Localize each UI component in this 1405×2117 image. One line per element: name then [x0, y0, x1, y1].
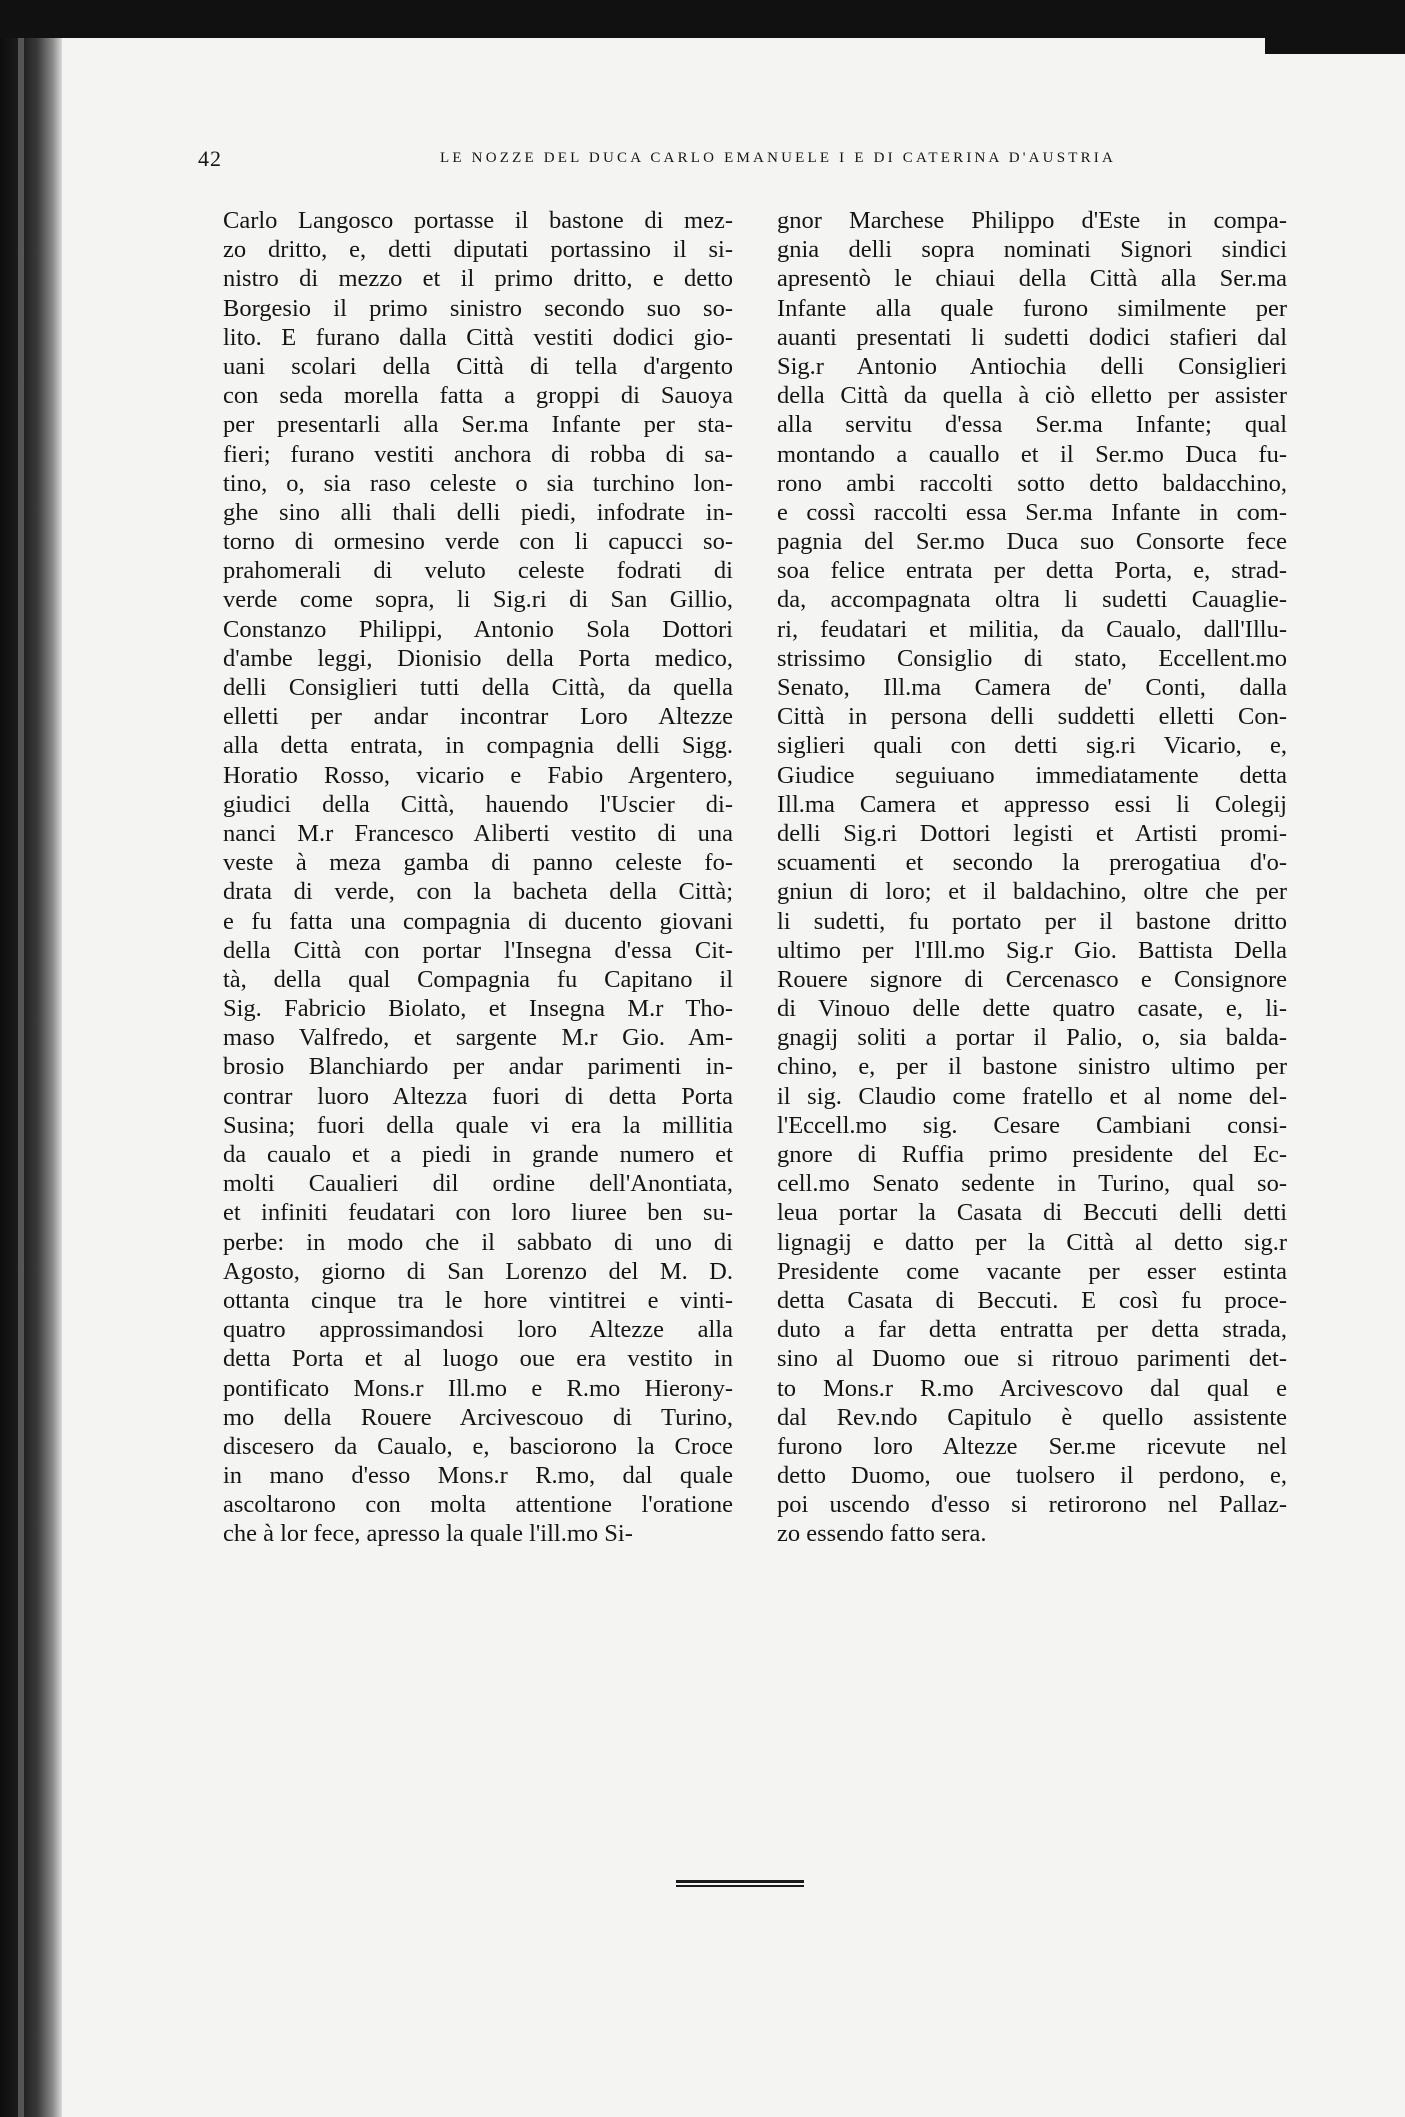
text-line: da caualo et a piedi in grande numero et — [223, 1141, 733, 1168]
text-line: e fu fatta una compagnia di ducento giovani — [223, 907, 733, 935]
text-line: Constanzo Philippi, Antonio Sola Dottori — [223, 615, 733, 643]
text-line: Infante alla quale furono similmente per — [777, 294, 1287, 322]
text-line: Borgesio il primo sinistro secondo suo so- — [223, 294, 733, 322]
text-line: uani scolari della Città di tella d'argento — [223, 352, 733, 380]
text-line: alla detta entrata, in compagnia delli Sigg. — [223, 732, 733, 760]
running-title: LE NOZZE DEL DUCA CARLO EMANUELE I E DI CATERINA D'AUSTRIA — [440, 150, 1117, 166]
text-line: Carlo Langosco portasse il bastone di mez- — [223, 207, 733, 234]
text-line: zo dritto, e, detti diputati portassino il si- — [223, 236, 733, 264]
text-line: gnor Marchese Philippo d'Este in compa- — [777, 207, 1287, 234]
text-line: Sig.r Antonio Antiochia delli Consiglieri — [777, 352, 1287, 380]
text-line: Città in persona delli suddetti elletti Con- — [777, 703, 1287, 731]
text-line: contrar luoro Altezza fuori di detta Porta — [223, 1082, 733, 1110]
page-number: 42 — [198, 146, 222, 171]
text-line: verde come sopra, li Sig.ri di San Gillio, — [223, 586, 733, 614]
text-line: nistro di mezzo et il primo dritto, e detto — [223, 265, 733, 293]
text-line: dal Rev.ndo Capitulo è quello assistente — [777, 1403, 1287, 1431]
text-line: veste à meza gamba di panno celeste fo- — [223, 849, 733, 877]
text-line: to Mons.r R.mo Arcivescovo dal qual e — [777, 1374, 1287, 1402]
text-line: duto a far detta entratta per detta strada, — [777, 1316, 1287, 1344]
text-line: ri, feudatari et militia, da Caualo, dall'Illu- — [777, 615, 1287, 643]
text-line: perbe: in modo che il sabbato di uno di — [223, 1228, 733, 1256]
scan-left-edge-streak — [18, 38, 24, 2117]
text-line: fieri; furano vestiti anchora di robba di sa- — [223, 440, 733, 468]
text-line: prahomerali di veluto celeste fodrati di — [223, 557, 733, 585]
text-line: delli Consiglieri tutti della Città, da quella — [223, 674, 733, 701]
text-line: poi uscendo d'esso si retirorono nel Pallaz- — [777, 1491, 1287, 1519]
text-line: quatro approssimandosi loro Altezze alla — [223, 1316, 733, 1344]
scan-top-border-notch — [1265, 0, 1405, 54]
text-line: e cossì raccolti essa Ser.ma Infante in com- — [777, 498, 1287, 526]
text-line: mo della Rouere Arcivescouo di Turino, — [223, 1403, 733, 1431]
text-line: tà, della qual Compagnia fu Capitano il — [223, 965, 733, 993]
text-line: montando a cauallo et il Ser.mo Duca fu- — [777, 440, 1287, 468]
text-line: detta Casata di Beccuti. E così fu proce- — [777, 1286, 1287, 1314]
running-head — [0, 146, 1405, 176]
text-line: drata di verde, con la bacheta della Città; — [223, 878, 733, 906]
text-line: lignagij e datto per la Città al detto sig.r — [777, 1228, 1287, 1256]
text-line: siglieri quali con detti sig.ri Vicario, e, — [777, 732, 1287, 760]
text-line: ascoltarono con molta attentione l'oratione — [223, 1491, 733, 1519]
text-line: ultimo per l'Ill.mo Sig.r Gio. Battista Della — [777, 936, 1287, 964]
text-line: maso Valfredo, et sargente M.r Gio. Am- — [223, 1024, 733, 1052]
text-line: detto Duomo, oue tuolsero il perdono, e, — [777, 1462, 1287, 1490]
text-line: per presentarli alla Ser.ma Infante per sta- — [223, 411, 733, 439]
text-line: l'Eccell.mo sig. Cesare Cambiani consi- — [777, 1111, 1287, 1139]
text-line: Agosto, giorno di San Lorenzo del M. D. — [223, 1257, 733, 1285]
right-text-column — [777, 206, 1287, 1549]
text-line: brosio Blanchiardo per andar parimenti in- — [223, 1053, 733, 1081]
text-line: Susina; fuori della quale vi era la millitia — [223, 1111, 733, 1139]
text-line: gnia delli sopra nominati Signori sindici — [777, 236, 1287, 264]
ornament-rule-thick — [676, 1880, 804, 1883]
text-line: ghe sino alli thali delli piedi, infodrate in- — [223, 498, 733, 526]
text-line: gnagij soliti a portar il Palio, o, sia balda- — [777, 1024, 1287, 1052]
text-line: della Città con portar l'Insegna d'essa Cit- — [223, 936, 733, 964]
text-line: detta Porta et al luogo oue era vestito in — [223, 1345, 733, 1373]
text-line: leua portar la Casata di Beccuti delli detti — [777, 1199, 1287, 1227]
text-line: apresentò le chiaui della Città alla Ser.ma — [777, 265, 1287, 293]
text-line: giudici della Città, hauendo l'Uscier di- — [223, 790, 733, 818]
text-line: il sig. Claudio come fratello et al nome del- — [777, 1082, 1287, 1110]
text-line: et infiniti feudatari con loro liuree ben su- — [223, 1199, 733, 1227]
text-line: pontificato Mons.r Ill.mo e R.mo Hierony- — [223, 1374, 733, 1402]
text-line: tino, o, sia raso celeste o sia turchino lon- — [223, 469, 733, 497]
text-line: alla servitu d'essa Ser.ma Infante; qual — [777, 411, 1287, 439]
text-line: chino, e, per il bastone sinistro ultimo per — [777, 1053, 1287, 1081]
text-line: discesero da Caualo, e, basciorono la Croce — [223, 1432, 733, 1460]
text-line: Senato, Ill.ma Camera de' Conti, dalla — [777, 674, 1287, 701]
text-line: li sudetti, fu portato per il bastone dritto — [777, 907, 1287, 935]
text-line: nanci M.r Francesco Aliberti vestito di una — [223, 819, 733, 847]
text-line: elletti per andar incontrar Loro Altezze — [223, 703, 733, 731]
text-line: Horatio Rosso, vicario e Fabio Argentero, — [223, 761, 733, 789]
text-line: furono loro Altezze Ser.me ricevute nel — [777, 1432, 1287, 1460]
text-line: gnore di Ruffia primo presidente del Ec- — [777, 1141, 1287, 1168]
text-line: di Vinouo delle dette quatro casate, e, li- — [777, 995, 1287, 1023]
text-line: pagnia del Ser.mo Duca suo Consorte fece — [777, 528, 1287, 556]
text-line: soa felice entrata per detta Porta, e, strad- — [777, 557, 1287, 585]
left-text-column — [223, 206, 733, 1549]
text-line: che à lor fece, apresso la quale l'ill.mo Si- — [223, 1520, 633, 1548]
text-line: torno di ormesino verde con li capucci so- — [223, 528, 733, 556]
end-ornament-rule — [676, 1880, 804, 1888]
text-line: della Città da quella à ciò elletto per assister — [777, 382, 1287, 410]
text-line: molti Caualieri dil ordine dell'Anontiata, — [223, 1170, 733, 1198]
text-line: auanti presentati li sudetti dodici stafieri dal — [777, 323, 1287, 351]
text-line: sino al Duomo oue si ritrouo parimenti det- — [777, 1345, 1287, 1373]
text-line: gniun di loro; et il baldachino, oltre che per — [777, 878, 1287, 906]
text-line: con seda morella fatta a groppi di Sauoya — [223, 382, 733, 410]
ornament-rule-thin — [676, 1885, 804, 1887]
text-line: Ill.ma Camera et appresso essi li Colegij — [777, 790, 1287, 818]
text-line: Rouere signore di Cercenasco e Consignore — [777, 965, 1287, 993]
text-line: delli Sig.ri Dottori legisti et Artisti promi- — [777, 819, 1287, 847]
text-line: Sig. Fabricio Biolato, et Insegna M.r Tho- — [223, 995, 733, 1023]
text-line: d'ambe leggi, Dionisio della Porta medico, — [223, 644, 733, 672]
text-line: rono ambi raccolti sotto detto baldacchino, — [777, 469, 1287, 497]
text-line: Presidente come vacante per esser estinta — [777, 1257, 1287, 1285]
text-line: Giudice seguiuano immediatamente detta — [777, 761, 1287, 789]
text-line: ottanta cinque tra le hore vintitrei e vinti- — [223, 1286, 733, 1314]
text-line: in mano d'esso Mons.r R.mo, dal quale — [223, 1462, 733, 1490]
text-line: lito. E furano dalla Città vestiti dodici gio- — [223, 323, 733, 351]
text-line: da, accompagnata oltra li sudetti Cauaglie- — [777, 586, 1287, 614]
scan-top-border — [0, 0, 1405, 38]
text-line: cell.mo Senato sedente in Turino, qual so- — [777, 1170, 1287, 1198]
text-line: zo essendo fatto sera. — [777, 1520, 987, 1548]
text-line: scuamenti et secondo la prerogatiua d'o- — [777, 849, 1287, 877]
text-line: strissimo Consiglio di stato, Eccellent.mo — [777, 644, 1287, 672]
scan-left-edge — [0, 38, 62, 2117]
